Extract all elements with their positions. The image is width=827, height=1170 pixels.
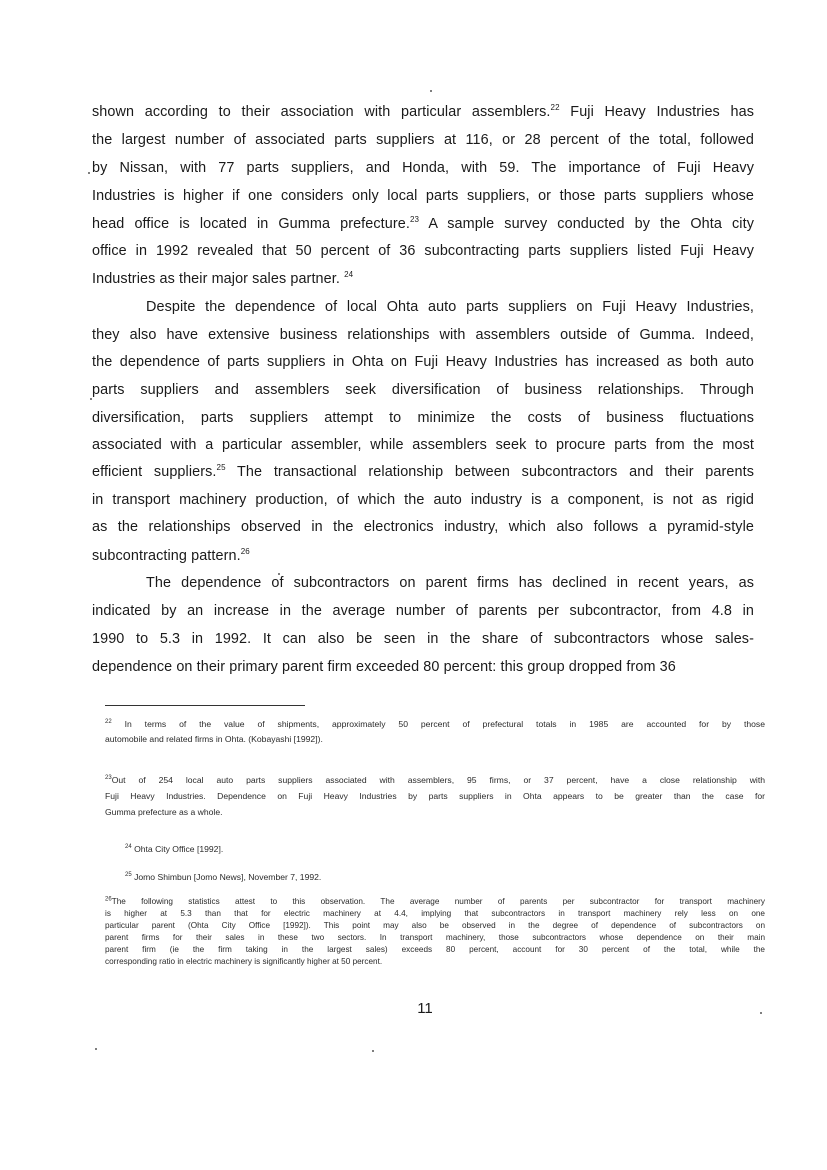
footnote-marker: 23 [409,215,420,225]
page-number: 11 [417,1000,433,1017]
scan-speck [430,90,432,92]
body-text-line: the dependence of parts suppliers in Ohta on Fuji Heavy Industries has increased as both auto [92,354,754,370]
footnote-marker: 25 [125,872,132,879]
body-text-line: indicated by an increase in the average number of parents per subcontractor, from 4.8 in [92,603,754,619]
footnote-marker: 26 [105,896,112,903]
footnote-line: particular parent (Ohta City Office [1992]). This point may also be observed in the degree of dependence of subcontractors on [105,921,765,930]
footnote-marker: 23 [105,775,112,782]
footnote-line: corresponding ratio in electric machinery is significantly higher at 50 percent. [105,957,383,966]
footnote-marker: 26 [240,547,250,557]
footnote-line: Gumma prefecture as a whole. [105,807,223,817]
footnote-marker: 25 [216,463,226,473]
body-text-line: they also have extensive business relationships with assemblers outside of Gumma. Indeed, [92,327,754,343]
footnote-line: is higher at 5.3 than that for electric machinery at 4.4, implying that subcontractors in transport machinery rely less on one [105,909,765,918]
footnote-line: parent firm (ie the firm taking in the largest sales) exceeds 80 percent, account for 30 percent of the total, while the [105,945,765,954]
scan-speck [95,1048,97,1050]
body-text-line: subcontracting pattern.$^{26}$ [92,547,250,564]
footnote-line: $^{25}$ Jomo Shimbun [Jomo News], November 7, 1992. [125,872,322,882]
body-text-line: efficient suppliers.$^{25}$ The transactional relationship between subcontractors and their parents [92,463,754,480]
body-text-line: Industries as their major sales partner. $^{24}$ [92,270,354,287]
body-text-line: diversification, parts suppliers attempt to minimize the costs of business fluctuations [92,410,754,426]
scan-speck [88,172,90,174]
body-text-line: by Nissan, with 77 parts suppliers, and Honda, with 59. The importance of Fuji Heavy [92,160,754,176]
footnote-marker: 24 [125,844,132,851]
body-text-line: the largest number of associated parts suppliers at 116, or 28 percent of the total, followed [92,132,754,148]
scan-speck [90,398,92,400]
footnote-line: $^{24}$ Ohta City Office [1992]. [125,844,224,854]
scan-speck [372,1050,374,1052]
scan-speck [760,1012,762,1014]
footnote-line: $^{22}$ In terms of the value of shipments, approximately 50 percent of prefectural totals in 1985 are accounted for by those [105,719,765,729]
footnote-line: automobile and related firms in Ohta. (Kobayashi [1992]). [105,734,323,744]
body-text-line: Despite the dependence of local Ohta auto parts suppliers on Fuji Heavy Industries, [146,299,754,315]
body-text-line: associated with a particular assembler, while assemblers seek to procure parts from the most [92,437,754,453]
body-text-line: dependence on their primary parent firm exceeded 80 percent: this group dropped from 36 [92,659,676,675]
footnote-line: parent firms for their sales in these two sectors. In transport machinery, those subcontractors whose dependence on their main [105,933,765,942]
body-text-line: Industries is higher if one considers only local parts suppliers, or those parts suppliers whose [92,188,754,204]
footnote-marker: 22 [550,103,560,113]
body-text-line: as the relationships observed in the electronics industry, which also follows a pyramid-style [92,519,754,535]
body-text-line: The dependence of subcontractors on parent firms has declined in recent years, as [146,575,754,591]
body-text-line: 1990 to 5.3 in 1992. It can also be seen in the share of subcontractors whose sales- [92,631,754,647]
body-text-line: parts suppliers and assemblers seek diversification of business relationships. Through [92,382,754,398]
body-text-line: shown according to their association with particular assemblers.$^{22}$ Fuji Heavy Industries has [92,103,754,120]
footnote-marker: 22 [105,719,112,726]
body-text-line: head office is located in Gumma prefecture.$^{23}$ A sample survey conducted by the Ohta city [92,215,754,232]
footnote-line: Fuji Heavy Industries. Dependence on Fuji Heavy Industries by parts suppliers in Ohta appears to be greater than the case for [105,791,765,801]
footnote-divider [105,705,305,706]
footnote-line: $^{26}$The following statistics attest to this observation. The average number of parents per subcontractor for transport machinery [105,896,765,906]
body-text-line: office in 1992 revealed that 50 percent of 36 subcontracting parts suppliers listed Fuji Heavy [92,243,754,259]
footnote-line: $^{23}$Out of 254 local auto parts suppliers associated with assemblers, 95 firms, or 37 percent, have a close relationship with [105,775,765,785]
body-text-line: in transport machinery production, of which the auto industry is a component, is not as rigid [92,492,754,508]
footnote-marker: 24 [344,270,354,280]
scan-speck [278,573,280,575]
